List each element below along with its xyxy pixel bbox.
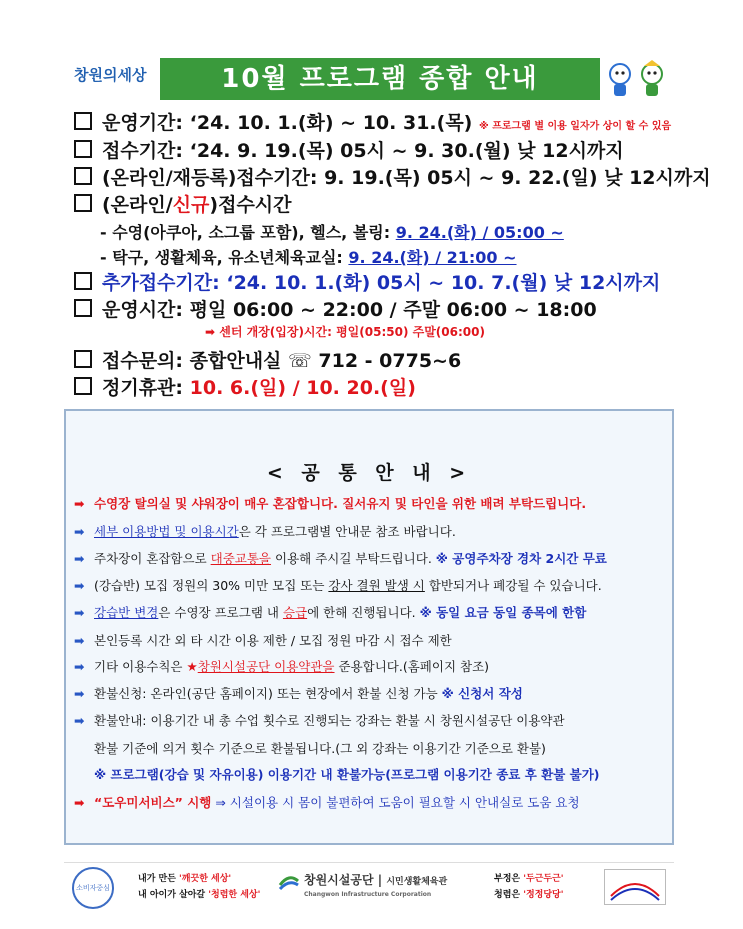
- notice-item-9: [74, 711, 565, 729]
- arrow-icon: ➡: [74, 713, 85, 728]
- slogan-text: 내가 만든: [138, 874, 180, 884]
- notice-text: 에 한해 진행됩니다.: [307, 605, 420, 620]
- checkbox-icon: [74, 112, 92, 130]
- notice-text: 강습반 변경: [94, 605, 159, 620]
- hours-label: 운영시간:: [102, 299, 184, 321]
- notice-text: 이용해 주시길 부탁드립니다.: [271, 551, 436, 566]
- arrow-icon: ➡: [74, 605, 85, 620]
- logo-text: 창원의세상: [74, 66, 147, 84]
- closed-value: 10. 6.(일) / 10. 20.(일): [189, 377, 416, 399]
- inquiry-label: 접수문의:: [102, 350, 184, 372]
- consumer-badge: 소비자중심: [72, 867, 114, 909]
- period-note: ※ 프로그램 별 이용 일자가 상이 할 수 있음: [479, 121, 672, 132]
- hours-row: [74, 295, 597, 322]
- notice-text: 은 수영장 프로그램 내: [158, 605, 283, 620]
- notice-text: 기타 이용수칙은: [94, 659, 187, 674]
- notice-text: 본인등록 시간 외 타 시간 이용 제한 / 모집 정원 마감 시 접수 제한: [94, 633, 452, 648]
- period-row: [74, 108, 671, 135]
- checkbox-icon: [74, 167, 92, 185]
- reg-row: [74, 136, 624, 163]
- slogan-text: '두근두근': [523, 874, 564, 884]
- footer: [64, 862, 674, 909]
- notice-text: ※ 동일 요금 동일 종목에 한함: [419, 605, 587, 620]
- slogan-text: 부정은: [494, 874, 524, 884]
- slogan-text: '정정당당': [523, 890, 564, 900]
- inquiry-row: [74, 346, 461, 373]
- notice-text: (강습반) 모집 정원의 30% 미만 모집 또는: [94, 578, 329, 593]
- sub-row-table-tennis: [100, 245, 517, 268]
- online-reregister-label: (온라인/재등록)접수기간:: [102, 167, 318, 189]
- sub-row-swim: [100, 220, 564, 243]
- notice-text: 합반되거나 폐강될 수 있습니다.: [424, 578, 602, 593]
- notice-text: ※ 신청서 작성: [441, 686, 523, 701]
- notice-text: 창원시설공단 이용약관을: [197, 659, 335, 674]
- checkbox-icon: [74, 140, 92, 158]
- inquiry-value: 종합안내실 ☏ 712 - 0775~6: [189, 350, 462, 372]
- notice-item-10: [74, 793, 580, 811]
- notice-text: 주차장이 혼잡함으로: [94, 551, 211, 566]
- closed-label: 정기휴관:: [102, 377, 184, 399]
- corporation-name: 창원시설공단 | 시민생활체육관: [304, 873, 448, 887]
- notice-text: “도우미서비스” 시행: [94, 795, 212, 810]
- notice-item-7: [74, 657, 489, 675]
- slogan-2: [138, 887, 260, 900]
- sub-swim-label: - 수영(아쿠아, 소그룹 포함), 헬스, 볼링:: [100, 223, 391, 242]
- notice-text: 수영장 탈의실 및 샤워장이 매우 혼잡합니다. 질서유지 및 타인을 위한 배려 부탁드립니다.: [94, 496, 587, 511]
- online-new-suffix: )접수시간: [209, 194, 292, 216]
- notice-text: 세부 이용방법 및 이용시간: [94, 524, 239, 539]
- notice-item-8: [74, 684, 523, 702]
- changwon-logo: [74, 64, 152, 94]
- page-title: 10월 프로그램 종합 안내: [160, 58, 600, 100]
- notice-item-2: [74, 522, 456, 540]
- notice-text: ※ 공영주차장 경차 2시간 무료: [435, 551, 607, 566]
- period-label: 운영기간:: [102, 112, 184, 134]
- arrow-icon: ➡: [74, 496, 85, 511]
- notice-item-5: [74, 603, 586, 621]
- notice-item-9-cont: 환불 기준에 의거 횟수 기준으로 환불됩니다.(그 외 강좌는 이용기간 기준으로 환불): [94, 741, 546, 756]
- checkbox-icon: [74, 350, 92, 368]
- flag-icon: [604, 869, 666, 905]
- checkbox-icon: [74, 272, 92, 290]
- notice-item-3: [74, 549, 607, 567]
- extra-reg-row: [74, 268, 660, 295]
- closed-row: [74, 373, 416, 400]
- online-new-prefix: (온라인/: [102, 194, 173, 216]
- online-new-highlight: 신규: [172, 194, 210, 216]
- checkbox-icon: [74, 194, 92, 212]
- hours-value: 평일 06:00 ~ 22:00 / 주말 06:00 ~ 18:00: [189, 299, 597, 321]
- arrow-icon: ➡: [74, 659, 85, 674]
- sub-tt-value: 9. 24.(화) / 21:00 ~: [348, 248, 517, 267]
- notice-item-4: [74, 576, 602, 594]
- org-sub: 시민생활체육관: [386, 877, 448, 887]
- online-new-row: [74, 190, 292, 217]
- online-reregister-value: 9. 19.(목) 05시 ~ 9. 22.(일) 낮 12시까지: [324, 167, 711, 189]
- slogan-text: '깨끗한 세상': [179, 874, 232, 884]
- notice-item-6: [74, 631, 452, 649]
- slogan-text: 청렴은: [494, 890, 524, 900]
- notice-heading: < 공 통 안 내 >: [266, 462, 472, 484]
- mascot-icon: [604, 58, 674, 102]
- reg-label: 접수기간:: [102, 140, 184, 162]
- notice-text: 은 각 프로그램별 안내문 참조 바랍니다.: [238, 524, 456, 539]
- slogan-text: 내 아이가 살아갈: [138, 890, 209, 900]
- arrow-icon: ➡: [74, 795, 85, 810]
- slogan-4: [494, 887, 564, 900]
- slogan-1: [138, 871, 231, 884]
- open-note: ➡ 센터 개장(입장)시간: 평일(05:50) 주말(06:00): [205, 325, 485, 339]
- notice-text: 강사 결원 발생 시: [328, 578, 425, 593]
- notice-text: ⇒ 시설이용 시 몸이 불편하여 도움이 필요할 시 안내실로 도움 요청: [211, 795, 580, 810]
- org-name: 창원시설공단: [304, 873, 374, 887]
- slogan-text: '청렴한 세상': [208, 890, 261, 900]
- star-icon: ★: [186, 659, 198, 674]
- arrow-icon: ➡: [74, 686, 85, 701]
- notice-text: 대중교통을: [210, 551, 272, 566]
- arrow-icon: ➡: [74, 551, 85, 566]
- extra-value: ‘24. 10. 1.(화) 05시 ~ 10. 7.(월) 낮 12시까지: [226, 272, 661, 294]
- reg-value: ‘24. 9. 19.(목) 05시 ~ 9. 30.(월) 낮 12시까지: [189, 140, 624, 162]
- notice-item-9-note: ※ 프로그램(강습 및 자유이용) 이용기간 내 환불가능(프로그램 이용기간 종료 후 환불 불가): [94, 767, 600, 782]
- period-value: ‘24. 10. 1.(화) ~ 10. 31.(목): [189, 112, 473, 134]
- notice-text: 승급: [282, 605, 308, 620]
- arrow-icon: ➡: [74, 578, 85, 593]
- sub-swim-value: 9. 24.(화) / 05:00 ~: [395, 223, 564, 242]
- corporation-logo-icon: [278, 871, 300, 893]
- extra-label: 추가접수기간:: [102, 272, 220, 294]
- notice-text: 환불신청: 온라인(공단 홈페이지) 또는 현장에서 환불 신청 가능: [94, 686, 442, 701]
- arrow-icon: ➡: [74, 633, 85, 648]
- arrow-icon: ➡: [74, 524, 85, 539]
- checkbox-icon: [74, 299, 92, 317]
- corporation-english: Changwon Infrastructure Corporation: [304, 891, 432, 898]
- notice-text: 준용합니다.(홈페이지 참조): [334, 659, 490, 674]
- sub-tt-label: - 탁구, 생활체육, 유소년체육교실:: [100, 248, 343, 267]
- slogan-3: [494, 871, 564, 884]
- notice-text: 환불안내: 이용기간 내 총 수업 횟수로 진행되는 강좌는 환불 시 창원시설공단 이용약관: [94, 713, 565, 728]
- online-reregister-row: [74, 163, 711, 190]
- notice-item-1: [74, 494, 586, 512]
- checkbox-icon: [74, 377, 92, 395]
